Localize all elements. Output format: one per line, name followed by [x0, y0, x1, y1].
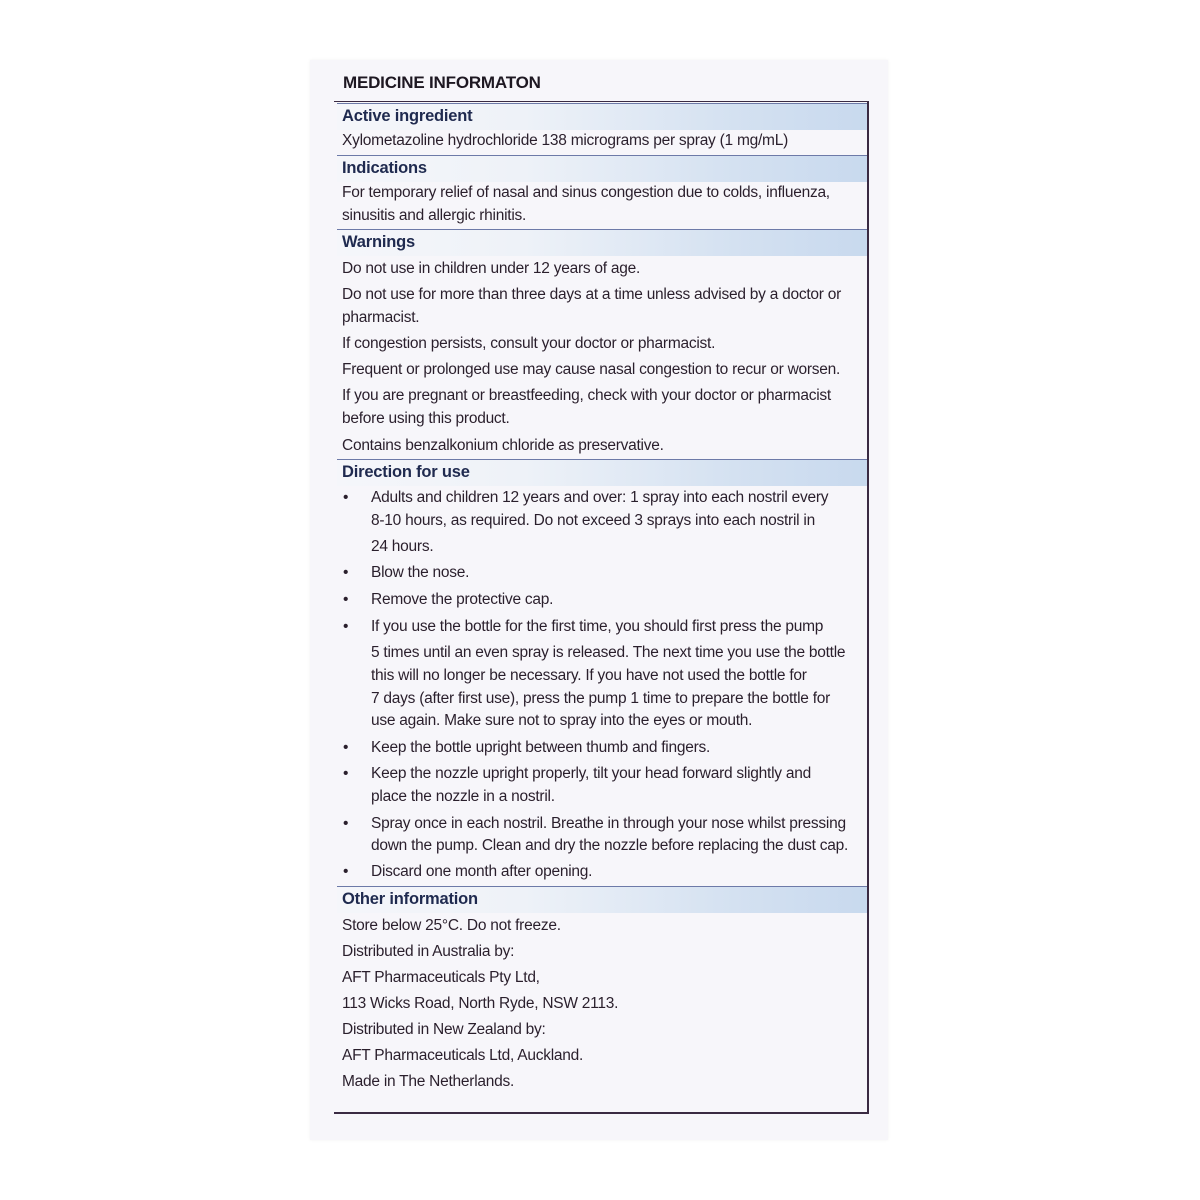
- direction-item: 8-10 hours, as required. Do not exceed 3 sprays into each nostril in: [371, 512, 815, 529]
- other-info-line: 113 Wicks Road, North Ryde, NSW 2113.: [342, 995, 619, 1012]
- direction-item: Remove the protective cap.: [371, 591, 554, 608]
- section-header-warnings: [337, 229, 867, 256]
- section-heading: Active ingredient: [342, 107, 473, 125]
- section-header-indications: [337, 155, 867, 182]
- direction-item: 5 times until an even spray is released. The next time you use the bottle: [371, 644, 846, 661]
- other-info-line: Distributed in New Zealand by:: [342, 1021, 546, 1038]
- direction-item: use again. Make sure not to spray into the eyes or mouth.: [371, 712, 753, 729]
- bullet-icon: •: [343, 591, 349, 608]
- bullet-icon: •: [343, 489, 349, 506]
- bullet-icon: •: [343, 765, 349, 782]
- other-info-line: Distributed in Australia by:: [342, 943, 515, 960]
- active-ingredient-text: Xylometazoline hydrochloride 138 micrograms per spray (1 mg/mL): [342, 132, 788, 149]
- section-header-active-ingredient: [337, 103, 867, 130]
- section-header-directions: [337, 459, 867, 486]
- section-heading: Warnings: [342, 233, 415, 251]
- bullet-icon: •: [343, 739, 349, 756]
- direction-item: Spray once in each nostril. Breathe in through your nose whilst pressing: [371, 815, 846, 832]
- direction-item: Keep the bottle upright between thumb and fingers.: [371, 739, 711, 756]
- direction-item: Blow the nose.: [371, 564, 470, 581]
- bullet-icon: •: [343, 564, 349, 581]
- direction-item: Keep the nozzle upright properly, tilt your head forward slightly and: [371, 765, 811, 782]
- section-heading: Other information: [342, 890, 478, 908]
- section-heading: Indications: [342, 159, 427, 177]
- indications-line: sinusitis and allergic rhinitis.: [342, 207, 527, 224]
- bullet-icon: •: [343, 815, 349, 832]
- page-title: MEDICINE INFORMATON: [343, 73, 541, 92]
- direction-item: If you use the bottle for the first time, you should first press the pump: [371, 618, 824, 635]
- warning-text: If congestion persists, consult your doctor or pharmacist.: [342, 335, 716, 352]
- section-heading: Direction for use: [342, 463, 470, 481]
- section-header-other-information: [337, 886, 867, 913]
- indications-line: For temporary relief of nasal and sinus congestion due to colds, influenza,: [342, 184, 830, 201]
- warning-text: before using this product.: [342, 410, 510, 427]
- direction-item: this will no longer be necessary. If you have not used the bottle for: [371, 667, 807, 684]
- other-info-line: Store below 25°C. Do not freeze.: [342, 917, 561, 934]
- direction-item: 7 days (after first use), press the pump 1 time to prepare the bottle for: [371, 690, 831, 707]
- other-info-line: Made in The Netherlands.: [342, 1073, 515, 1090]
- warning-text: If you are pregnant or breastfeeding, check with your doctor or pharmacist: [342, 387, 831, 404]
- direction-item: Adults and children 12 years and over: 1 spray into each nostril every: [371, 489, 829, 506]
- warning-text: Frequent or prolonged use may cause nasal congestion to recur or worsen.: [342, 361, 841, 378]
- other-info-line: AFT Pharmaceuticals Pty Ltd,: [342, 969, 540, 986]
- direction-item: place the nozzle in a nostril.: [371, 788, 555, 805]
- direction-item: Discard one month after opening.: [371, 863, 593, 880]
- bullet-icon: •: [343, 618, 349, 635]
- other-info-line: AFT Pharmaceuticals Ltd, Auckland.: [342, 1047, 584, 1064]
- warning-text: pharmacist.: [342, 309, 420, 326]
- direction-item: down the pump. Clean and dry the nozzle before replacing the dust cap.: [371, 837, 849, 854]
- warning-text: Do not use for more than three days at a time unless advised by a doctor or: [342, 286, 842, 303]
- bullet-icon: •: [343, 863, 349, 880]
- direction-item: 24 hours.: [371, 538, 434, 555]
- warning-text: Do not use in children under 12 years of age.: [342, 260, 641, 277]
- warning-text: Contains benzalkonium chloride as preservative.: [342, 437, 664, 454]
